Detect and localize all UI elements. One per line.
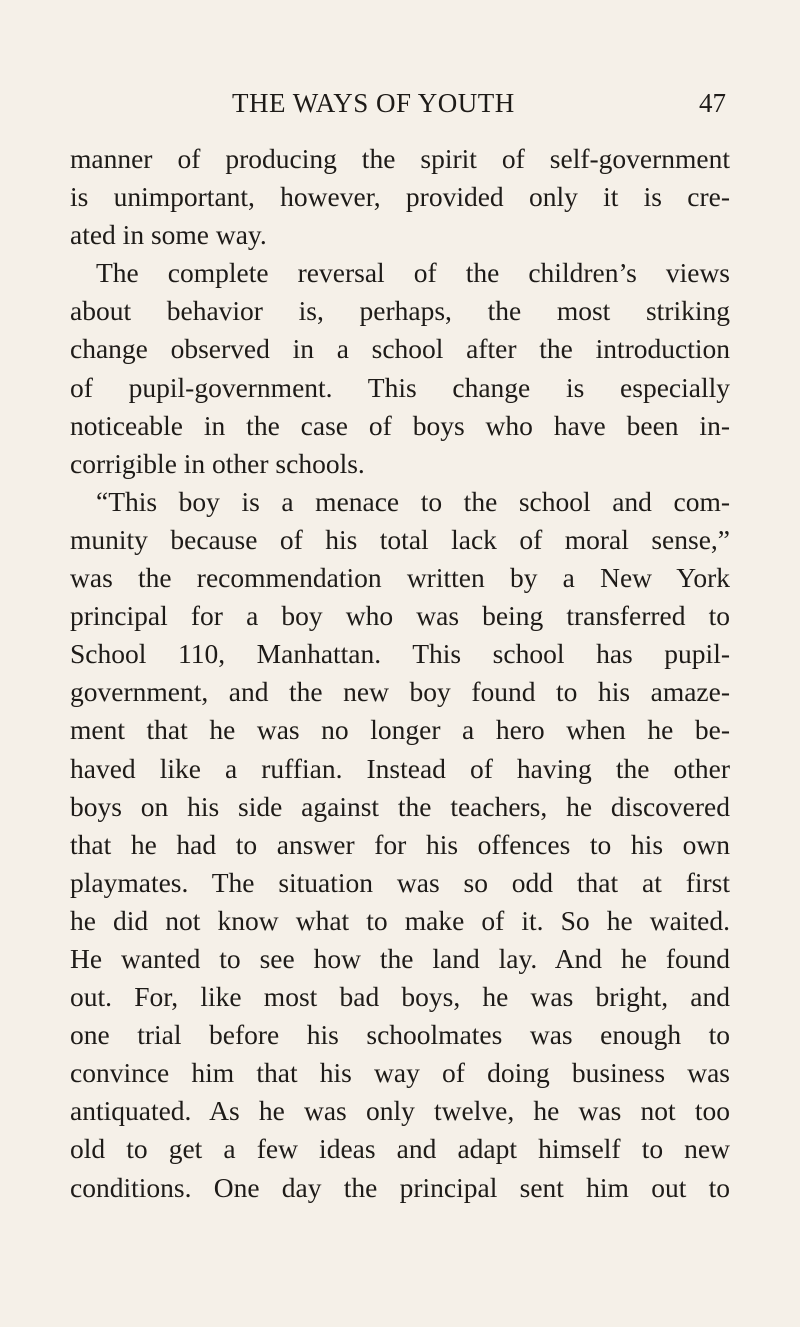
text-line: boys on his side against the teachers, he discovered xyxy=(70,790,730,822)
text-line: ment that he was no longer a hero when he be- xyxy=(70,714,730,746)
text-line: manner of producing the spirit of self-government xyxy=(70,143,730,174)
running-head: THE WAYS OF YOUTH xyxy=(232,88,515,118)
text-line: He wanted to see how the land lay. And he found xyxy=(70,942,730,974)
text-line: out. For, like most bad boys, he was bright, and xyxy=(70,981,730,1013)
text-line: playmates. The situation was so odd that at first xyxy=(70,866,730,898)
text-line: one trial before his schoolmates was enough to xyxy=(70,1019,730,1051)
text-line: antiquated. As he was only twelve, he was not too xyxy=(70,1095,730,1127)
text-line: he did not know what to make of it. So he waited. xyxy=(70,904,730,936)
text-line: principal for a boy who was being transferred to xyxy=(70,600,730,632)
text-line: about behavior is, perhaps, the most striking xyxy=(70,295,730,327)
text-line: is unimportant, however, provided only it is cre- xyxy=(70,181,730,213)
text-line: corrigible in other schools. xyxy=(70,447,365,479)
text-line: that he had to answer for his offences to his own xyxy=(70,828,730,860)
text-line: haved like a ruffian. Instead of having the other xyxy=(70,752,730,784)
text-line: change observed in a school after the introduction xyxy=(70,333,730,365)
text-line: convince him that his way of doing business was xyxy=(70,1057,730,1089)
text-line: government, and the new boy found to his amaze- xyxy=(70,676,730,708)
text-line: ated in some way. xyxy=(70,219,267,251)
text-line: conditions. One day the principal sent him out to xyxy=(70,1171,730,1203)
text-line: noticeable in the case of boys who have been in- xyxy=(70,409,730,441)
text-line: The complete reversal of the children’s views xyxy=(96,257,730,289)
body-text xyxy=(70,140,730,1207)
text-line: munity because of his total lack of moral sense,” xyxy=(70,523,730,555)
text-line: old to get a few ideas and adapt himself to new xyxy=(70,1133,730,1165)
text-line: of pupil-government. This change is especially xyxy=(70,371,730,403)
text-line: “This boy is a menace to the school and com- xyxy=(96,485,730,517)
page-header xyxy=(0,88,800,128)
page-number: 47 xyxy=(699,88,726,118)
text-line: School 110, Manhattan. This school has pupil- xyxy=(70,638,730,670)
text-line: was the recommendation written by a New York xyxy=(70,562,730,594)
